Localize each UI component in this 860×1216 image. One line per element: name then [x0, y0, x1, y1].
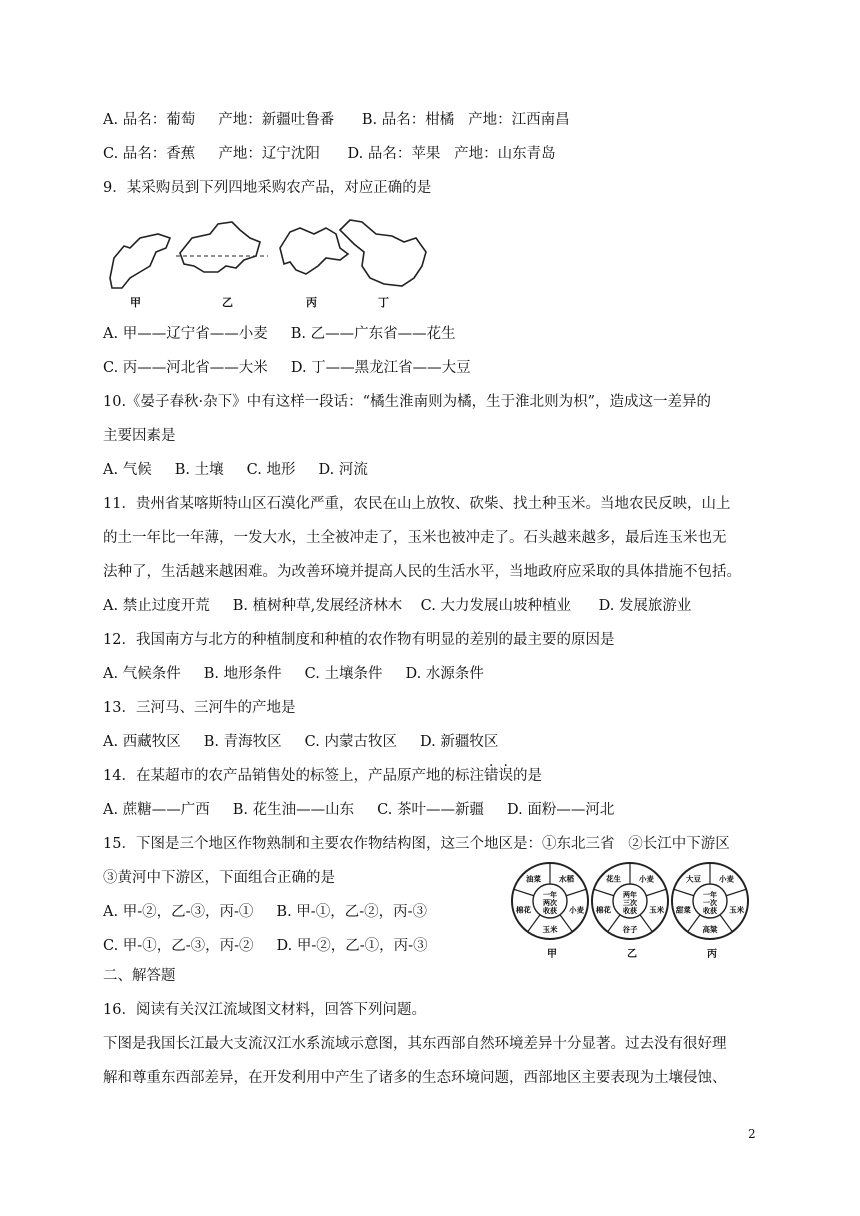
q10-stem-line-1: 10.《晏子春秋·杂下》中有这样一段话：“橘生淮南则为橘，生于淮北则为枳”，造成这一差异的	[103, 394, 711, 410]
wheel-crop-label: 小麦	[638, 874, 654, 884]
wheel-crop-label: 玉米	[542, 925, 558, 934]
province-outline-maps	[100, 208, 440, 318]
crop-structure-wheels	[510, 857, 760, 960]
q14-stem-part-b: 的是	[512, 768, 542, 784]
emphasis-char-1: 错	[483, 768, 499, 784]
q8-options-row-2: C. 品名：香蕉 产地：辽宁沈阳 D. 品名：苹果 产地：山东青岛	[103, 146, 556, 162]
crop-wheel-1	[512, 863, 588, 939]
q8-options-row-1: A. 品名：葡萄 产地：新疆吐鲁番 B. 品名：柑橘 产地：江西南昌	[103, 112, 570, 128]
map-label-jia: 甲	[130, 296, 141, 309]
crop-wheel-3	[672, 863, 748, 939]
wheel-label-jia: 甲	[547, 949, 557, 960]
wheel-crop-label: 水稻	[558, 874, 574, 884]
wheel-crop-label: 玉米	[729, 905, 745, 915]
map-jia-outline	[110, 234, 170, 288]
wheel-crop-label: 大豆	[686, 874, 702, 884]
q14-stem	[103, 766, 542, 786]
map-label-ding: 丁	[378, 296, 389, 309]
q15-stem-line-2: ③黄河中下游区，下面组合正确的是	[103, 870, 335, 886]
wheel-crop-label: 油菜	[526, 874, 542, 884]
q11-options: A. 禁止过度开荒 B. 植树种草,发展经济林木 C. 大力发展山坡种植业 D. 发展旅游业	[103, 598, 692, 614]
q9-options-row-1: A. 甲——辽宁省——小麦 B. 乙——广东省——花生	[103, 326, 456, 342]
wheel-crop-label: 玉米	[649, 905, 665, 915]
q15-stem-line-1: 15．下图是三个地区作物熟制和主要农作物结构图，这三个地区是：①东北三省 ②长江中下游区	[103, 836, 730, 852]
q13-stem: 13．三河马、三河牛的产地是	[103, 700, 296, 716]
map-yi-outline	[180, 222, 260, 272]
wheel-center-label: 两年	[623, 891, 637, 899]
wheel-crop-label: 小麦	[718, 874, 734, 884]
wheel-crop-label: 小麦	[569, 905, 585, 915]
wheel-crop-label: 高粱	[702, 925, 718, 934]
map-bing-outline	[280, 228, 348, 274]
wheel-crop-label: 棉花	[595, 905, 611, 915]
wheel-center-label: 一年	[543, 891, 557, 899]
wheel-crop-label: 棉花	[515, 905, 531, 915]
crop-wheel-2	[592, 863, 668, 939]
q11-stem-line-1: 11．贵州省某喀斯特山区石漠化严重，农民在山上放牧、砍柴、找土种玉米。当地农民反映，山上	[103, 496, 731, 512]
province-outlines-svg	[100, 208, 440, 298]
wheel-crop-label: 花生	[606, 874, 622, 884]
emphasis-char-2: 误	[498, 768, 513, 784]
q11-stem-line-2: 的土一年比一年薄，一发大水，土全被冲走了，玉米也被冲走了。石头越来越多，最后连玉米也无	[103, 530, 727, 546]
q16-paragraph-line-2: 解和尊重东西部差异，在开发利用中产生了诸多的生态环境问题，西部地区主要表现为土壤侵蚀、	[103, 1070, 727, 1086]
q9-stem: 9．某采购员到下列四地采购农产品，对应正确的是	[103, 180, 432, 196]
page-number: 2	[748, 1127, 756, 1141]
q15-options-row-2: C. 甲-①，乙-③，丙-② D. 甲-②，乙-①，丙-③	[103, 938, 428, 954]
wheel-center-label: 两次	[543, 899, 557, 907]
wheel-center-label: 收获	[703, 907, 717, 915]
wheel-crop-label: 谷子	[622, 925, 638, 934]
q13-options: A. 西藏牧区 B. 青海牧区 C. 内蒙古牧区 D. 新疆牧区	[103, 734, 499, 750]
q16-stem: 16．阅读有关汉江流域图文材料，回答下列问题。	[103, 1002, 426, 1018]
wheel-center-label: 收获	[623, 907, 637, 915]
q14-stem-part-a: 14．在某超市的农产品销售处的标签上，产品原产地的标注	[103, 768, 484, 784]
wheel-center-label: 一年	[703, 891, 717, 899]
section-heading: 二、解答题	[103, 968, 176, 984]
q10-stem-line-2: 主要因素是	[103, 428, 176, 444]
q12-options: A. 气候条件 B. 地形条件 C. 土壤条件 D. 水源条件	[103, 666, 484, 682]
q11-stem-line-3: 法种了，生活越来越困难。为改善环境并提高人民的生活水平，当地政府应采取的具体措施不包括。	[103, 564, 741, 580]
q12-stem: 12．我国南方与北方的种植制度和种植的农作物有明显的差别的最主要的原因是	[103, 632, 615, 648]
map-label-yi: 乙	[222, 296, 233, 309]
q16-paragraph-line-1: 下图是我国长江最大支流汉江水系流域示意图，其东西部自然环境差异十分显著。过去没有很好理	[103, 1036, 727, 1052]
wheel-label-bing: 丙	[707, 949, 717, 960]
q9-options-row-2: C. 丙——河北省——大米 D. 丁——黑龙江省——大豆	[103, 360, 471, 376]
wheel-label-yi: 乙	[627, 949, 637, 960]
q15-options-row-1: A. 甲-②，乙-③，丙-① B. 甲-①，乙-②，丙-③	[103, 904, 428, 920]
map-ding-outline	[340, 220, 426, 286]
crop-wheels-svg	[510, 857, 760, 945]
wheel-center-label: 一次	[703, 899, 717, 907]
map-label-bing: 丙	[306, 296, 317, 309]
wheel-center-label: 三次	[623, 899, 637, 907]
q10-options: A. 气候 B. 土壤 C. 地形 D. 河流	[103, 462, 368, 478]
wheel-crop-label: 甜菜	[675, 905, 691, 915]
wheel-center-label: 收获	[543, 907, 557, 915]
q14-options: A. 蔗糖——广西 B. 花生油——山东 C. 茶叶——新疆 D. 面粉——河北	[103, 802, 615, 818]
